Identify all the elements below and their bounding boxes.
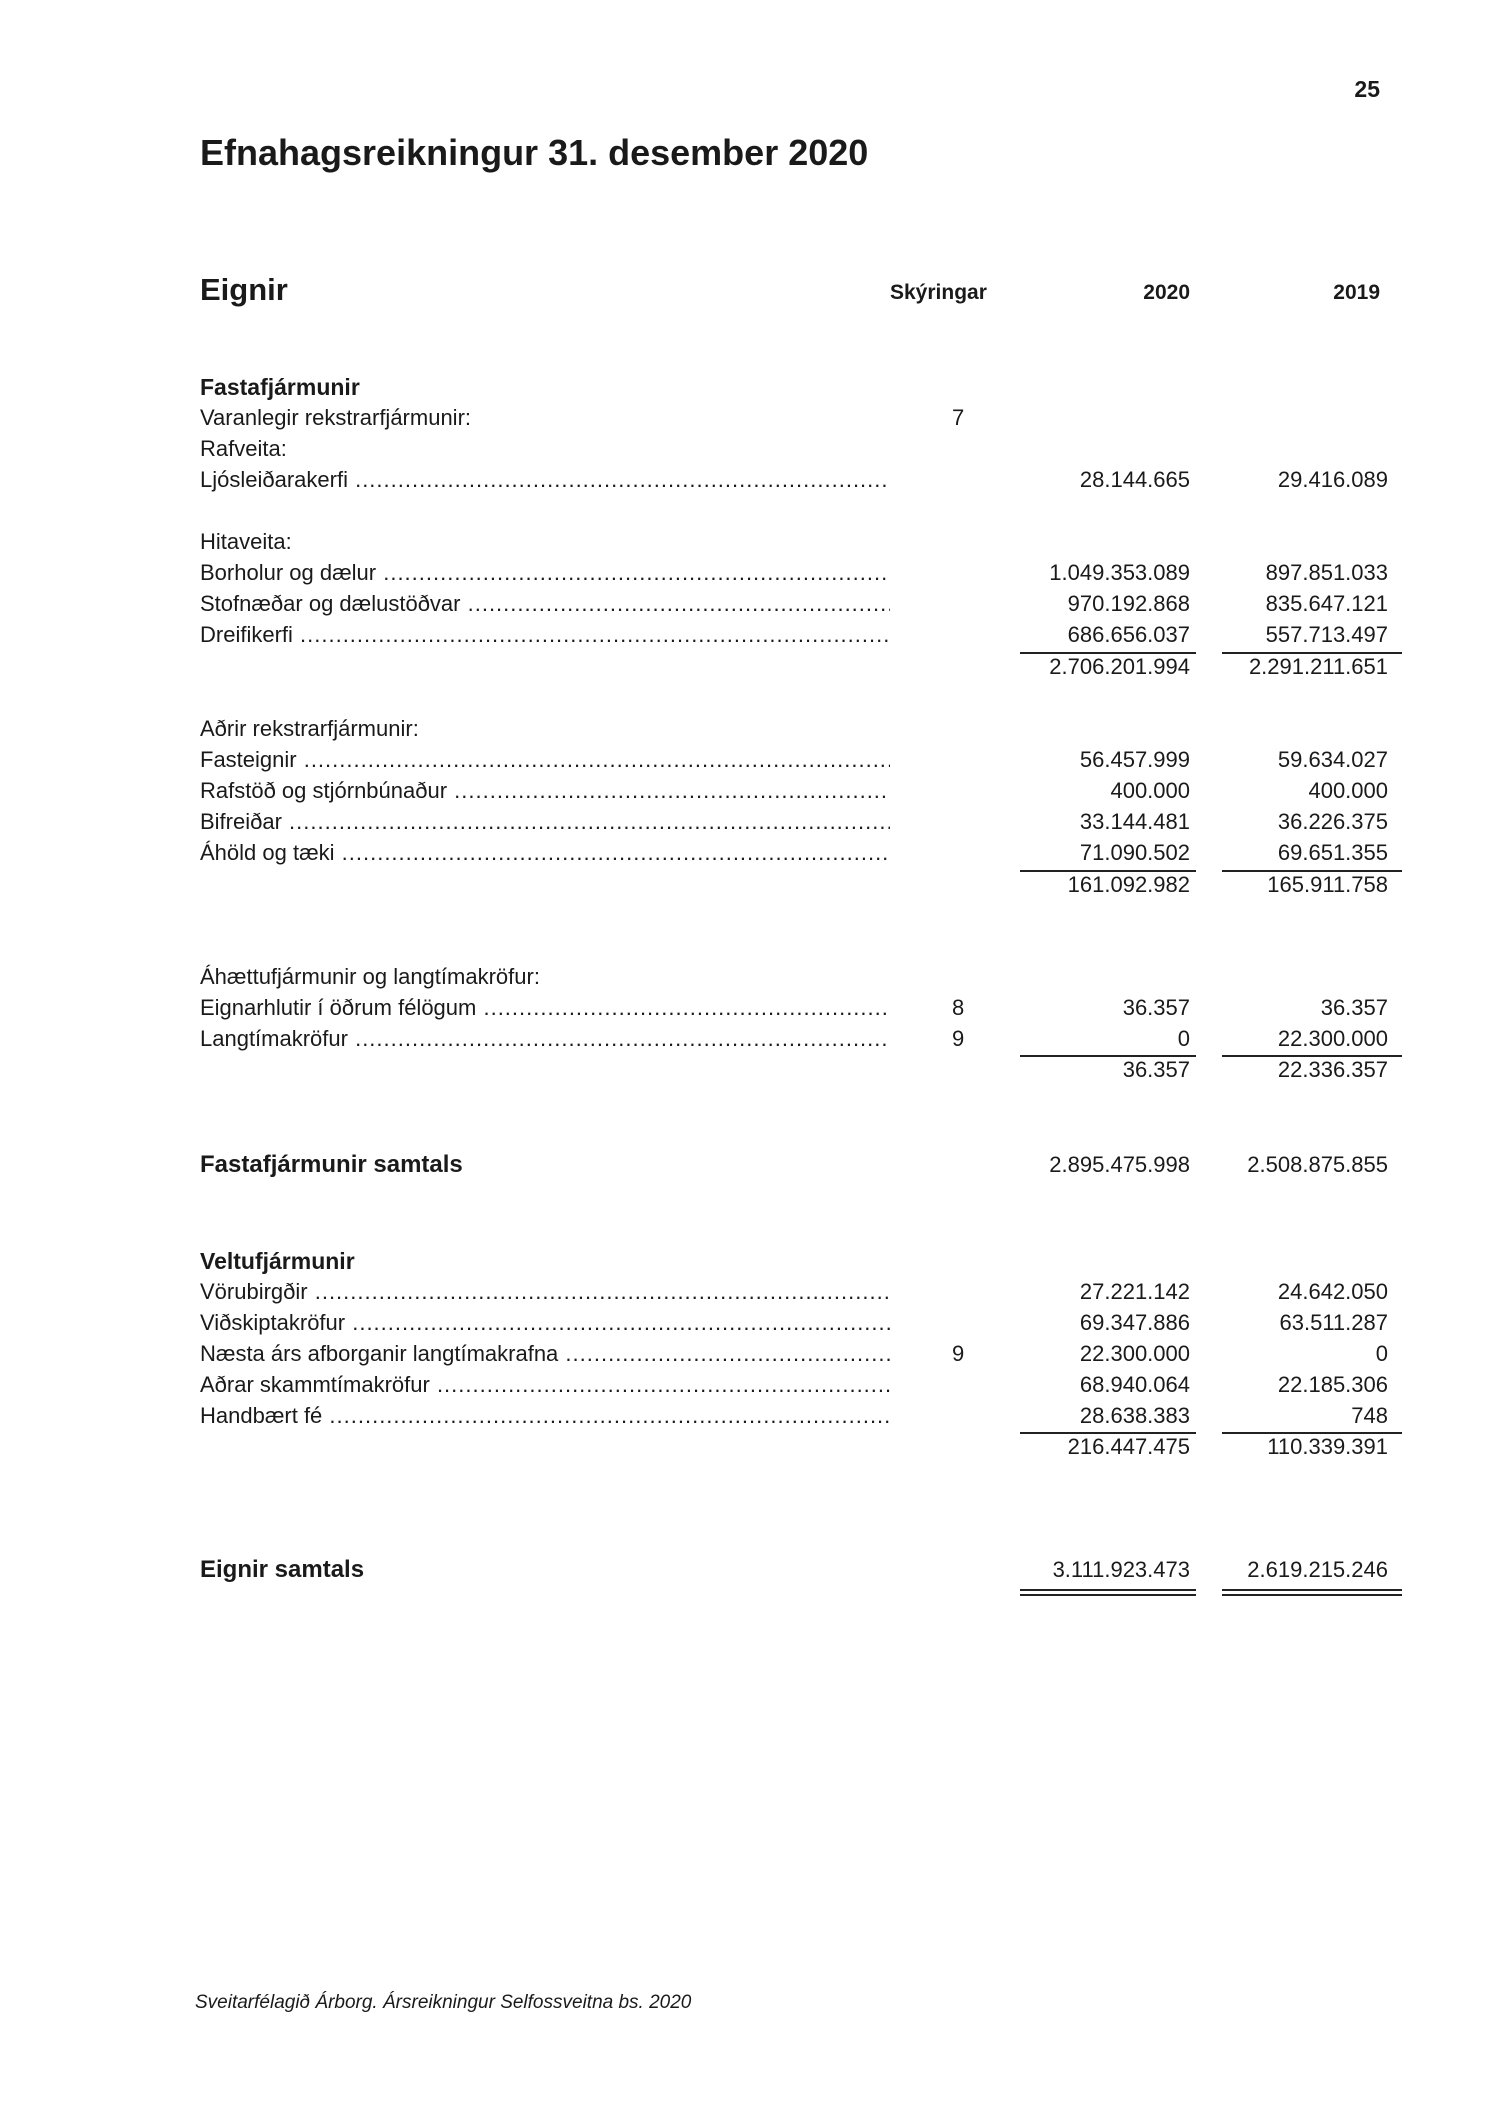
column-header-2019: 2019: [1333, 281, 1380, 304]
table-row: [0, 589, 1500, 619]
table-row: [0, 620, 1500, 650]
table-row: [0, 1401, 1500, 1431]
double-rule-2019-top: [1222, 1589, 1402, 1591]
row-label: Eignir samtals: [200, 1556, 365, 1583]
table-row: [0, 1308, 1500, 1338]
subtotal-2019: 110.339.391: [1267, 1434, 1388, 1459]
row-label: Fastafjármunir samtals: [200, 1151, 463, 1178]
row-label: Fasteignir .....: [200, 745, 890, 775]
row-label: Borholur og dælur .....: [200, 558, 890, 588]
table-row: [0, 434, 1500, 464]
value-2020: 27.221.142: [1079, 1279, 1190, 1304]
table-row: [0, 558, 1500, 588]
subtotal-2019: 2.291.211.651: [1248, 654, 1388, 679]
value-2019: 748: [1351, 1403, 1388, 1428]
value-2020: 3.111.923.473: [1052, 1557, 1190, 1582]
value-2019: 0: [1375, 1341, 1388, 1366]
table-row: [0, 807, 1500, 837]
row-label: Handbært fé .....: [200, 1401, 890, 1431]
value-2020: 56.457.999: [1079, 747, 1190, 772]
double-rule-2020-bottom: [1020, 1594, 1196, 1596]
value-2019: 36.357: [1320, 995, 1388, 1020]
row-label: Dreifikerfi .....: [200, 620, 890, 650]
row-label: Hitaveita:: [200, 529, 292, 554]
value-2020: 36.357: [1122, 995, 1190, 1020]
value-2019: 36.226.375: [1277, 809, 1388, 834]
subtotal-row: [0, 870, 1500, 900]
table-row: [0, 714, 1500, 744]
row-label: Rafstöð og stjórnbúnaður .....: [200, 776, 890, 806]
value-2019: 69.651.355: [1277, 840, 1388, 865]
subtotal-2020: 2.706.201.994: [1049, 654, 1190, 679]
subtotal-2020: 36.357: [1122, 1057, 1190, 1082]
value-2020: 686.656.037: [1067, 622, 1190, 647]
value-2019: 24.642.050: [1277, 1279, 1388, 1304]
row-label: Vörubirgðir .....: [200, 1277, 890, 1307]
value-2019: 400.000: [1308, 778, 1388, 803]
subtotal-2020: 161.092.982: [1067, 872, 1190, 897]
double-rule-2019-bottom: [1222, 1594, 1402, 1596]
value-2019: 2.508.875.855: [1247, 1152, 1388, 1177]
table-row: [0, 1370, 1500, 1400]
value-2019: 22.300.000: [1277, 1026, 1388, 1051]
row-label: Ljósleiðarakerfi .....: [200, 465, 890, 495]
subtotal-row: [0, 652, 1500, 682]
value-2020: 28.638.383: [1079, 1403, 1190, 1428]
table-row: [0, 745, 1500, 775]
row-label: Veltufjármunir: [200, 1248, 355, 1274]
column-header-2020: 2020: [1143, 281, 1190, 304]
note-ref: 8: [952, 995, 965, 1020]
subtotal-2019: 22.336.357: [1277, 1057, 1388, 1082]
column-header-notes: Skýringar: [890, 281, 987, 304]
row-label: Bifreiðar .....: [200, 807, 890, 837]
page-footer: Sveitarfélagið Árborg. Ársreikningur Selfossveitna bs. 2020: [195, 1992, 692, 2013]
table-row: [0, 962, 1500, 992]
section-title: Eignir: [200, 272, 288, 307]
row-label: Stofnæðar og dælustöðvar .....: [200, 589, 890, 619]
value-2020: 68.940.064: [1079, 1372, 1190, 1397]
note-ref: 7: [952, 405, 965, 430]
double-rule-2020-top: [1020, 1589, 1196, 1591]
page-number: 25: [1354, 76, 1380, 102]
assets-total-row: [0, 1555, 1500, 1585]
value-2019: 63.511.287: [1279, 1310, 1388, 1335]
value-2019: 2.619.215.246: [1247, 1557, 1388, 1582]
value-2019: 835.647.121: [1265, 591, 1388, 616]
value-2019: 22.185.306: [1277, 1372, 1388, 1397]
row-label: Viðskiptakröfur .....: [200, 1308, 890, 1338]
value-2020: 400.000: [1110, 778, 1190, 803]
value-2020: 0: [1177, 1026, 1190, 1051]
row-label: Aðrar skammtímakröfur .....: [200, 1370, 890, 1400]
value-2019: 29.416.089: [1277, 467, 1388, 492]
row-label: Rafveita:: [200, 436, 287, 461]
fixed-assets-total-row: [0, 1150, 1500, 1180]
row-label: Langtímakröfur .....: [200, 1024, 890, 1054]
table-row: [0, 1024, 1500, 1054]
note-ref: 9: [952, 1341, 965, 1366]
group-heading: [0, 1246, 1500, 1276]
subtotal-row: [0, 1432, 1500, 1462]
row-label: Eignarhlutir í öðrum félögum .....: [200, 993, 890, 1023]
row-label: Varanlegir rekstrarfjármunir:: [200, 405, 472, 430]
value-2020: 22.300.000: [1079, 1341, 1190, 1366]
group-heading: [0, 372, 1500, 402]
table-row: [0, 993, 1500, 1023]
value-2020: 69.347.886: [1079, 1310, 1190, 1335]
row-label: Áhættufjármunir og langtímakröfur:: [200, 964, 540, 989]
row-label: Áhöld og tæki .....: [200, 838, 890, 868]
value-2020: 2.895.475.998: [1049, 1152, 1190, 1177]
value-2019: 59.634.027: [1277, 747, 1388, 772]
table-row: [0, 1277, 1500, 1307]
value-2020: 71.090.502: [1079, 840, 1190, 865]
table-row: [0, 1339, 1500, 1369]
row-label: Aðrir rekstrarfjármunir:: [200, 716, 419, 741]
note-ref: 9: [952, 1026, 965, 1051]
value-2020: 970.192.868: [1067, 591, 1190, 616]
value-2020: 33.144.481: [1079, 809, 1190, 834]
value-2020: 28.144.665: [1079, 467, 1190, 492]
value-2020: 1.049.353.089: [1049, 560, 1190, 585]
value-2019: 557.713.497: [1265, 622, 1388, 647]
row-label: Næsta árs afborganir langtímakrafna .....: [200, 1339, 890, 1369]
table-row: [0, 403, 1500, 433]
subtotal-row: [0, 1055, 1500, 1085]
table-row: [0, 838, 1500, 868]
page-title: Efnahagsreikningur 31. desember 2020: [200, 132, 869, 173]
value-2019: 897.851.033: [1265, 560, 1388, 585]
table-row: [0, 465, 1500, 495]
subtotal-2020: 216.447.475: [1067, 1434, 1190, 1459]
subtotal-2019: 165.911.758: [1267, 872, 1388, 897]
row-label: Fastafjármunir: [200, 374, 360, 400]
table-row: [0, 527, 1500, 557]
table-row: [0, 776, 1500, 806]
